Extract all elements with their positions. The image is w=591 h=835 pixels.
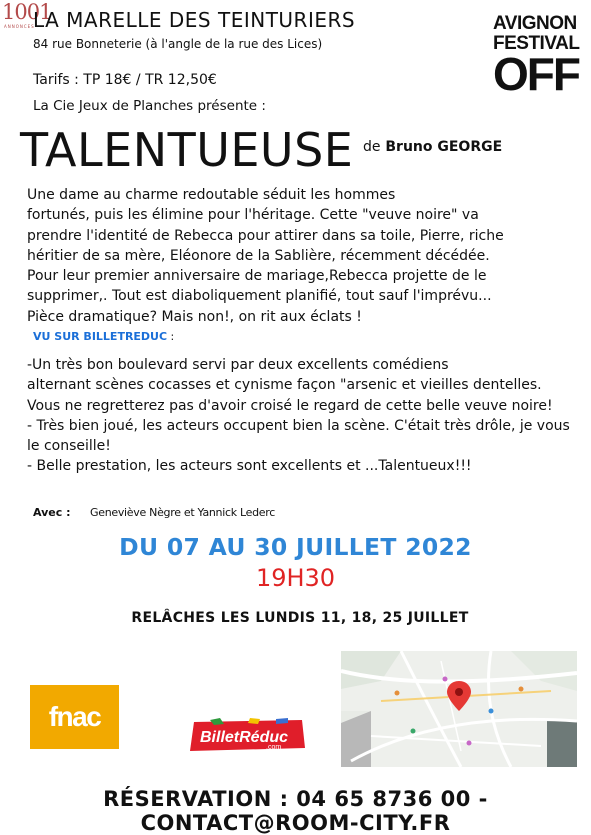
satellite-thumbnail[interactable] — [547, 721, 577, 767]
seen-on-billetreduc — [33, 330, 174, 343]
billetreduc-logo — [180, 718, 310, 754]
watermark-logo: 1001 — [2, 0, 52, 24]
author-prefix: de — [363, 139, 381, 155]
review-line: Vous ne regretterez pas d'avoir croisé le regard de cette belle veuve noire! — [27, 397, 553, 414]
show-title: TALENTUEUSE — [20, 123, 354, 177]
fnac-logo — [30, 685, 119, 749]
billetreduc-logo-suffix: .com — [266, 744, 282, 751]
review-line: le conseille! — [27, 438, 111, 455]
review-line: - Très bien joué, les acteurs occupent bien la scène. C'était très drôle, je vous — [27, 417, 570, 434]
performance-time: 19H30 — [255, 564, 336, 592]
reviews — [27, 355, 572, 477]
festival-logo-line2: FESTIVAL — [493, 33, 580, 54]
billetreduc-logo-accent-blue — [276, 718, 288, 724]
closure-days: RELÂCHES LES LUNDIS 11, 18, 25 JUILLET — [131, 610, 469, 626]
watermark-subtitle: ANNONCES — [4, 24, 35, 29]
synopsis-line: prendre l'identité de Rebecca pour attirer dans sa toile, Pierre, riche — [27, 227, 504, 244]
performance-dates: DU 07 AU 30 JUILLET 2022 — [119, 533, 472, 561]
ticket-prices: Tarifs : TP 18€ / TR 12,50€ — [33, 72, 217, 88]
synopsis-line: héritier de sa mère, Eléonore de la Sablière, récemment décédée. — [27, 247, 490, 264]
venue-name: LA MARELLE DES TEINTURIERS — [33, 8, 356, 32]
cast-names: Geneviève Nègre et Yannick Lederc — [90, 506, 275, 519]
billetreduc-logo-accent-yellow — [248, 718, 260, 724]
synopsis — [27, 185, 547, 327]
reservation-contact: RÉSERVATION : 04 65 8736 00 - CONTACT@ROOM-CITY.FR — [103, 787, 488, 835]
fnac-logo-text: fnac — [48, 701, 101, 732]
company-presents: La Cie Jeux de Planches présente : — [33, 98, 266, 114]
festival-logo-line1: AVIGNON — [493, 13, 577, 34]
synopsis-line: fortunés, puis les élimine pour l'héritage. Cette "veuve noire" va — [27, 207, 479, 224]
synopsis-line: Une dame au charme redoutable séduit les hommes — [27, 187, 396, 203]
billetreduc-logo-text: BilletRéduc — [200, 729, 289, 746]
synopsis-line: Pièce dramatique? Mais non!, on rit aux éclats ! — [27, 308, 362, 325]
location-map[interactable] — [341, 651, 577, 767]
cast-label: Avec : — [33, 506, 71, 519]
avignon-festival-off-logo — [493, 13, 580, 100]
synopsis-line: Pour leur premier anniversaire de mariage,Rebecca projette de le — [27, 268, 487, 285]
author-name: Bruno GEORGE — [385, 139, 503, 155]
synopsis-line: supprimer,. Tout est diaboliquement planifié, tout sauf l'imprévu... — [27, 288, 492, 305]
seen-on-colon: : — [167, 330, 175, 343]
show-author — [363, 139, 502, 155]
venue-address: 84 rue Bonneterie (à l'angle de la rue des Lices) — [33, 37, 323, 51]
review-line: - Belle prestation, les acteurs sont excellents et ...Talentueux!!! — [27, 458, 472, 475]
review-line: -Un très bon boulevard servi par deux excellents comédiens — [27, 357, 449, 373]
review-line: alternant scènes cocasses et cynisme façon "arsenic et vieilles dentelles. — [27, 377, 542, 394]
festival-logo-line3: OFF — [493, 48, 579, 100]
seen-on-label: VU SUR BILLETREDUC — [33, 330, 168, 343]
